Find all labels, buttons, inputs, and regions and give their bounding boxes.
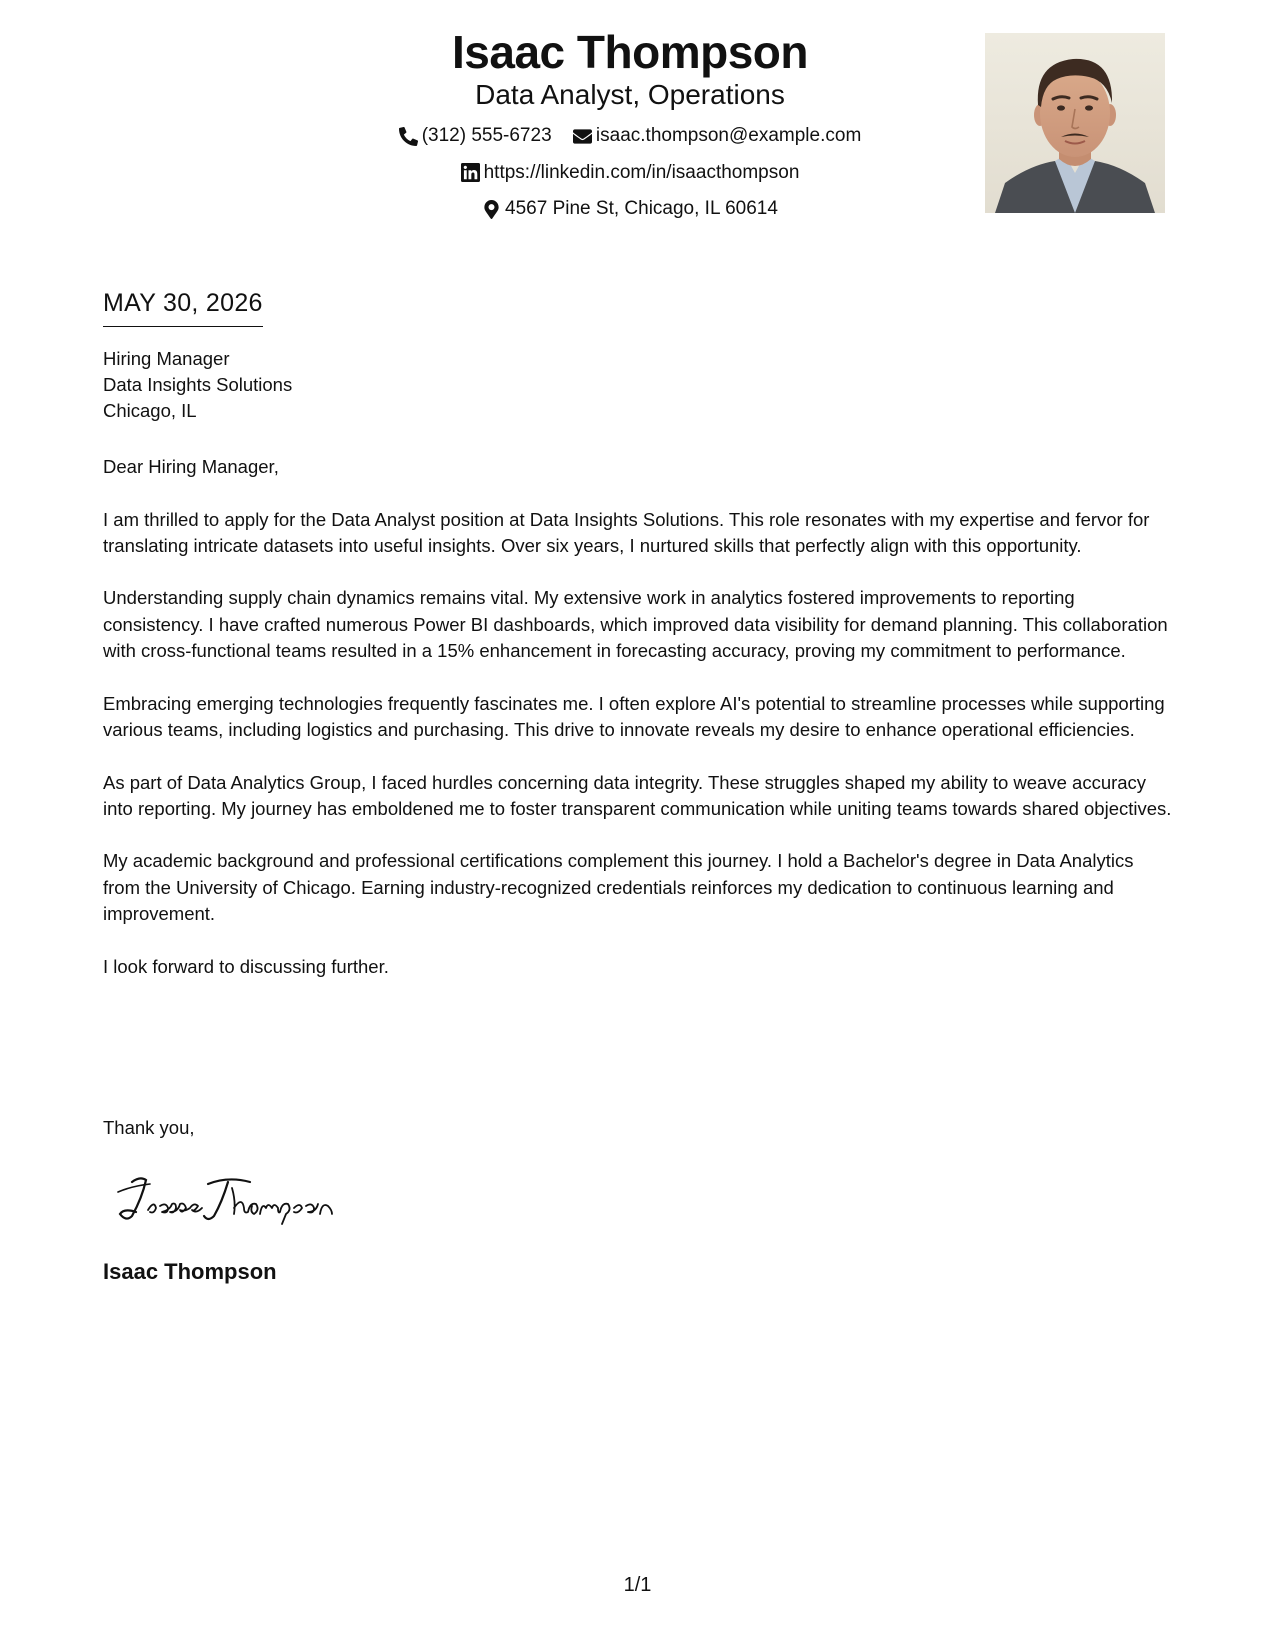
applicant-name: Isaac Thompson xyxy=(452,26,808,78)
linkedin-contact xyxy=(461,157,800,189)
recipient-location: Chicago, IL xyxy=(103,400,197,421)
contact-row-1 xyxy=(300,120,960,157)
linkedin-icon xyxy=(461,163,480,182)
address-contact xyxy=(482,193,778,225)
signer-name: Isaac Thompson xyxy=(103,1259,277,1284)
map-pin-icon xyxy=(482,200,501,219)
page-number: 1/1 xyxy=(623,1574,652,1596)
salutation: Dear Hiring Manager, xyxy=(103,456,279,477)
body-paragraph: Embracing emerging technologies frequently fascinates me. I often explore AI's potential to streamline processes while supporting various teams, including logistics and purchasing. This drive to innovate reveals my desire to enhance operational efficiencies. xyxy=(103,692,1165,740)
recipient-role: Hiring Manager xyxy=(103,348,230,369)
phone-icon xyxy=(399,127,418,146)
letter-body xyxy=(103,454,1173,1006)
closing-line: Thank you, xyxy=(103,1117,195,1138)
email-address: isaac.thompson@example.com xyxy=(595,125,862,146)
profile-photo xyxy=(985,33,1165,213)
applicant-title: Data Analyst, Operations xyxy=(475,79,785,110)
body-paragraph: I look forward to discussing further. xyxy=(103,955,389,977)
email-contact xyxy=(573,120,861,152)
letter-date: MAY 30, 2026 xyxy=(103,286,263,327)
recipient-company: Data Insights Solutions xyxy=(103,374,293,395)
body-paragraph: As part of Data Analytics Group, I faced hurdles concerning data integrity. These struggles shaped my ability to weave accuracy into reporting. My journey has emboldened me to foster transparent communication while uniting teams towards shared objectives. xyxy=(103,771,1172,819)
body-paragraph: I am thrilled to apply for the Data Analyst position at Data Insights Solutions. This role resonates with my expertise and fervor for translating intricate datasets into useful insights. Over six years, I nurtured skills that perfectly align with this opportunity. xyxy=(103,508,1150,556)
signature-image xyxy=(110,1168,370,1228)
linkedin-url: https://linkedin.com/in/isaacthompson xyxy=(483,161,800,183)
phone-number: (312) 555-6723 xyxy=(421,125,552,146)
street-address: 4567 Pine St, Chicago, IL 60614 xyxy=(505,198,778,219)
phone-contact xyxy=(399,120,552,152)
letter-header xyxy=(300,26,960,230)
contact-row-2 xyxy=(300,157,960,194)
body-paragraph: Understanding supply chain dynamics remains vital. My extensive work in analytics fostered improvements to reporting consistency. I have crafted numerous Power BI dashboards, which improved data visibility for demand planning. This collaboration with cross-functional teams resulted in a 15% enhancement in forecasting accuracy, proving my commitment to performance. xyxy=(103,587,1168,662)
body-paragraph: My academic background and professional certifications complement this journey. I hold a Bachelor's degree in Data Analytics from the University of Chicago. Earning industry-recognized credentials reinforces my dedication to continuous learning and improvement. xyxy=(103,850,1134,925)
contact-row-3 xyxy=(300,193,960,230)
envelope-icon xyxy=(573,127,592,146)
recipient-block xyxy=(103,346,292,424)
